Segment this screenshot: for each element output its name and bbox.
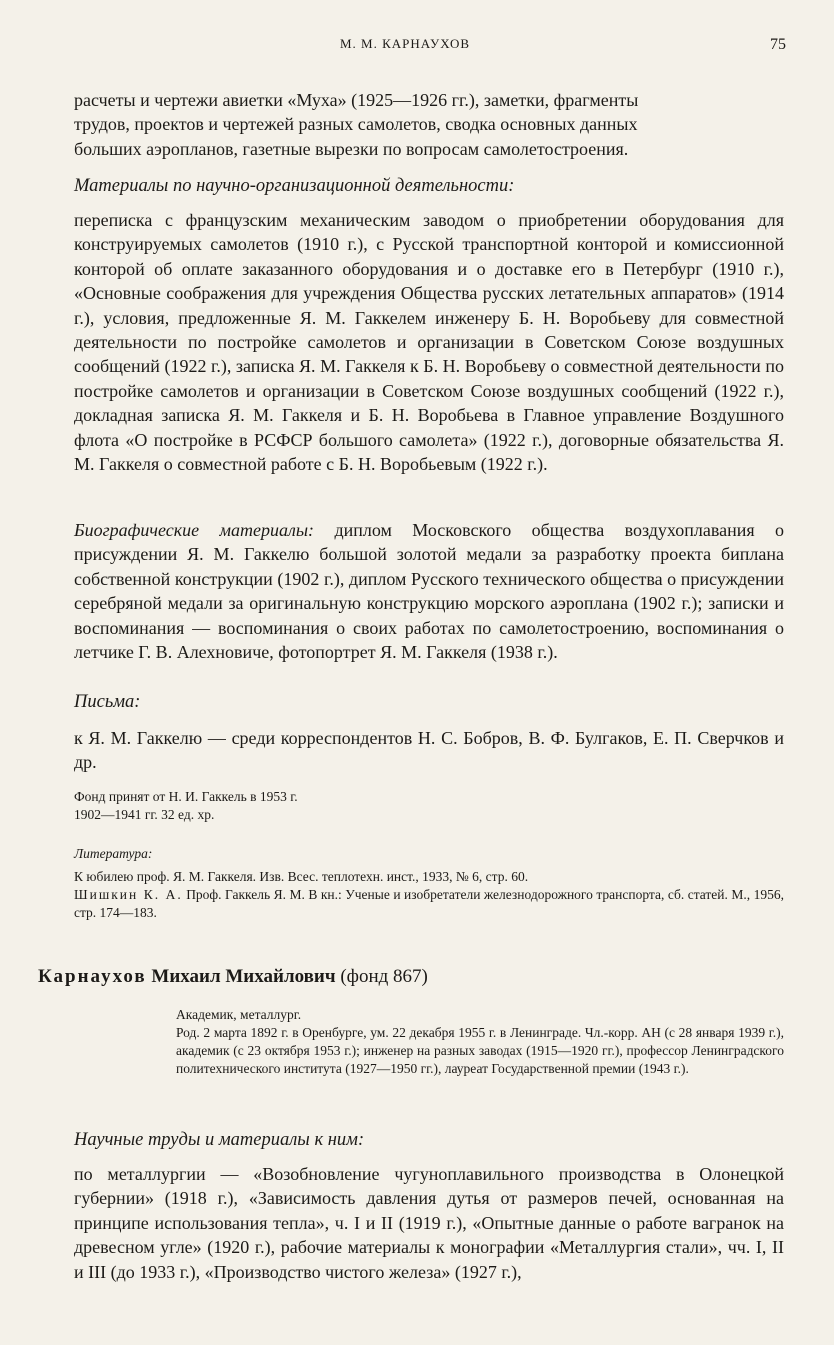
text-line: трудов, проектов и чертежей разных самолетов, сводка основных данных	[74, 114, 638, 135]
literature-item: Шишкин К. А. Проф. Гаккель Я. М. В кн.: Ученые и изобретатели железнодорожного транспорта, сб. статей. М., 1956, стр. 174—183.	[74, 887, 784, 920]
works-paragraph: по металлургии — «Возобновление чугуноплавильного производства в Олонецкой губернии» (1918 г.), «Зависимость давления дутья от размеров печей, основанная на принципе использования тепла», ч. I и II (1919 г.), «Опытные данные о работе вагранок на древесном угле» (1920 г.), рабочие материалы к монографии «Металлургия стали», чч. I, II и III (до 1933 г.), «Производство чистого железа» (1927 г.),	[74, 1164, 784, 1282]
bio-heading: Биографические материалы:	[74, 520, 315, 540]
org-paragraph: переписка с французским механическим заводом о приобретении оборудования для конструируемых самолетов (1910 г.), с Русской транспортной конторой и комиссионной конторой об оплате заказанного оборудования и о доставке его в Петербург (1910 г.), «Основные соображения для учреждения Общества русских летательных аппаратов» (1914 г.), условия, предложенные Я. М. Гаккелем инженеру Б. Н. Воробьеву для совместной деятельности по постройке самолетов и организации в Советском Союзе воздушных сообщений (1922 г.), записка Я. М. Гаккеля к Б. Н. Воробьеву о совместной деятельности по постройке самолетов и организации в Советском Союзе воздушных сообщений (1922 г.), докладная записка Я. М. Гаккеля и Б. Н. Воробьева в Главное управление Воздушного флота «О постройке в РСФСР большого самолета» (1922 г.), договорные обязательства Я. М. Гаккеля о совместной работе с Б. Н. Воробьевым (1922 г.).	[74, 210, 784, 475]
person-title-line	[38, 966, 784, 988]
fond-note	[74, 788, 784, 824]
bio-text: диплом Московского общества воздухоплавания о присуждении Я. М. Гаккелю большой золотой медали за разработку проекта биплана собственной конструкции (1902 г.), диплом Русского технического общества о присуждении серебряной медали за оригинальную конструкцию морского аэроплана (1902 г.); записки и воспоминания — воспоминания о своих работах по самолетостроению, воспоминания о летчике Г. В. Алехновиче, фотопортрет Я. М. Гаккеля (1938 г.).	[74, 520, 785, 663]
person-surname: Карнаухов	[38, 966, 147, 987]
section-heading-org: Материалы по научно-организационной деятельности:	[74, 176, 515, 196]
section-heading-works: Научные труды и материалы к ним:	[74, 1130, 365, 1150]
section-heading-letters: Письма:	[74, 692, 141, 712]
text-line: расчеты и чертежи авиетки «Муха» (1925—1926 гг.), заметки, фрагменты	[74, 90, 639, 110]
fond-line: 1902—1941 гг. 32 ед. хр.	[74, 807, 215, 822]
fond-line: Фонд принят от Н. И. Гаккель в 1953 г.	[74, 789, 298, 804]
literature-author: Шишкин К. А.	[74, 887, 183, 902]
running-header: М. М. КАРНАУХОВ	[340, 36, 471, 51]
page-number: 75	[770, 36, 786, 53]
literature-heading: Литература:	[74, 846, 153, 861]
person-biography: Род. 2 марта 1892 г. в Оренбурге, ум. 22 декабря 1955 г. в Ленинграде. Чл.-корр. АН (с 28 января 1939 г.), академик (с 23 октября 1953 г.); инженер на разных заводах (1915—1920 гг.), профессор Ленинградского политехнического института (1927—1950 гг.), лауреат Государственной премии (1943 г.).	[176, 1025, 784, 1076]
continued-paragraph	[74, 88, 784, 161]
person-given-names: Михаил Михайлович	[151, 966, 336, 987]
text-line: больших аэропланов, газетные вырезки по вопросам самолетостроения.	[74, 138, 629, 159]
person-role: Академик, металлург.	[176, 1007, 302, 1022]
letters-paragraph: к Я. М. Гаккелю — среди корреспондентов Н. С. Бобров, В. Ф. Булгаков, Е. П. Сверчков и др.	[74, 728, 784, 773]
literature-list	[74, 868, 784, 922]
bio-paragraph	[74, 518, 784, 664]
literature-item: К юбилею проф. Я. М. Гаккеля. Изв. Всес. теплотехн. инст., 1933, № 6, стр. 60.	[74, 869, 529, 884]
fond-number: (фонд 867)	[340, 966, 428, 987]
